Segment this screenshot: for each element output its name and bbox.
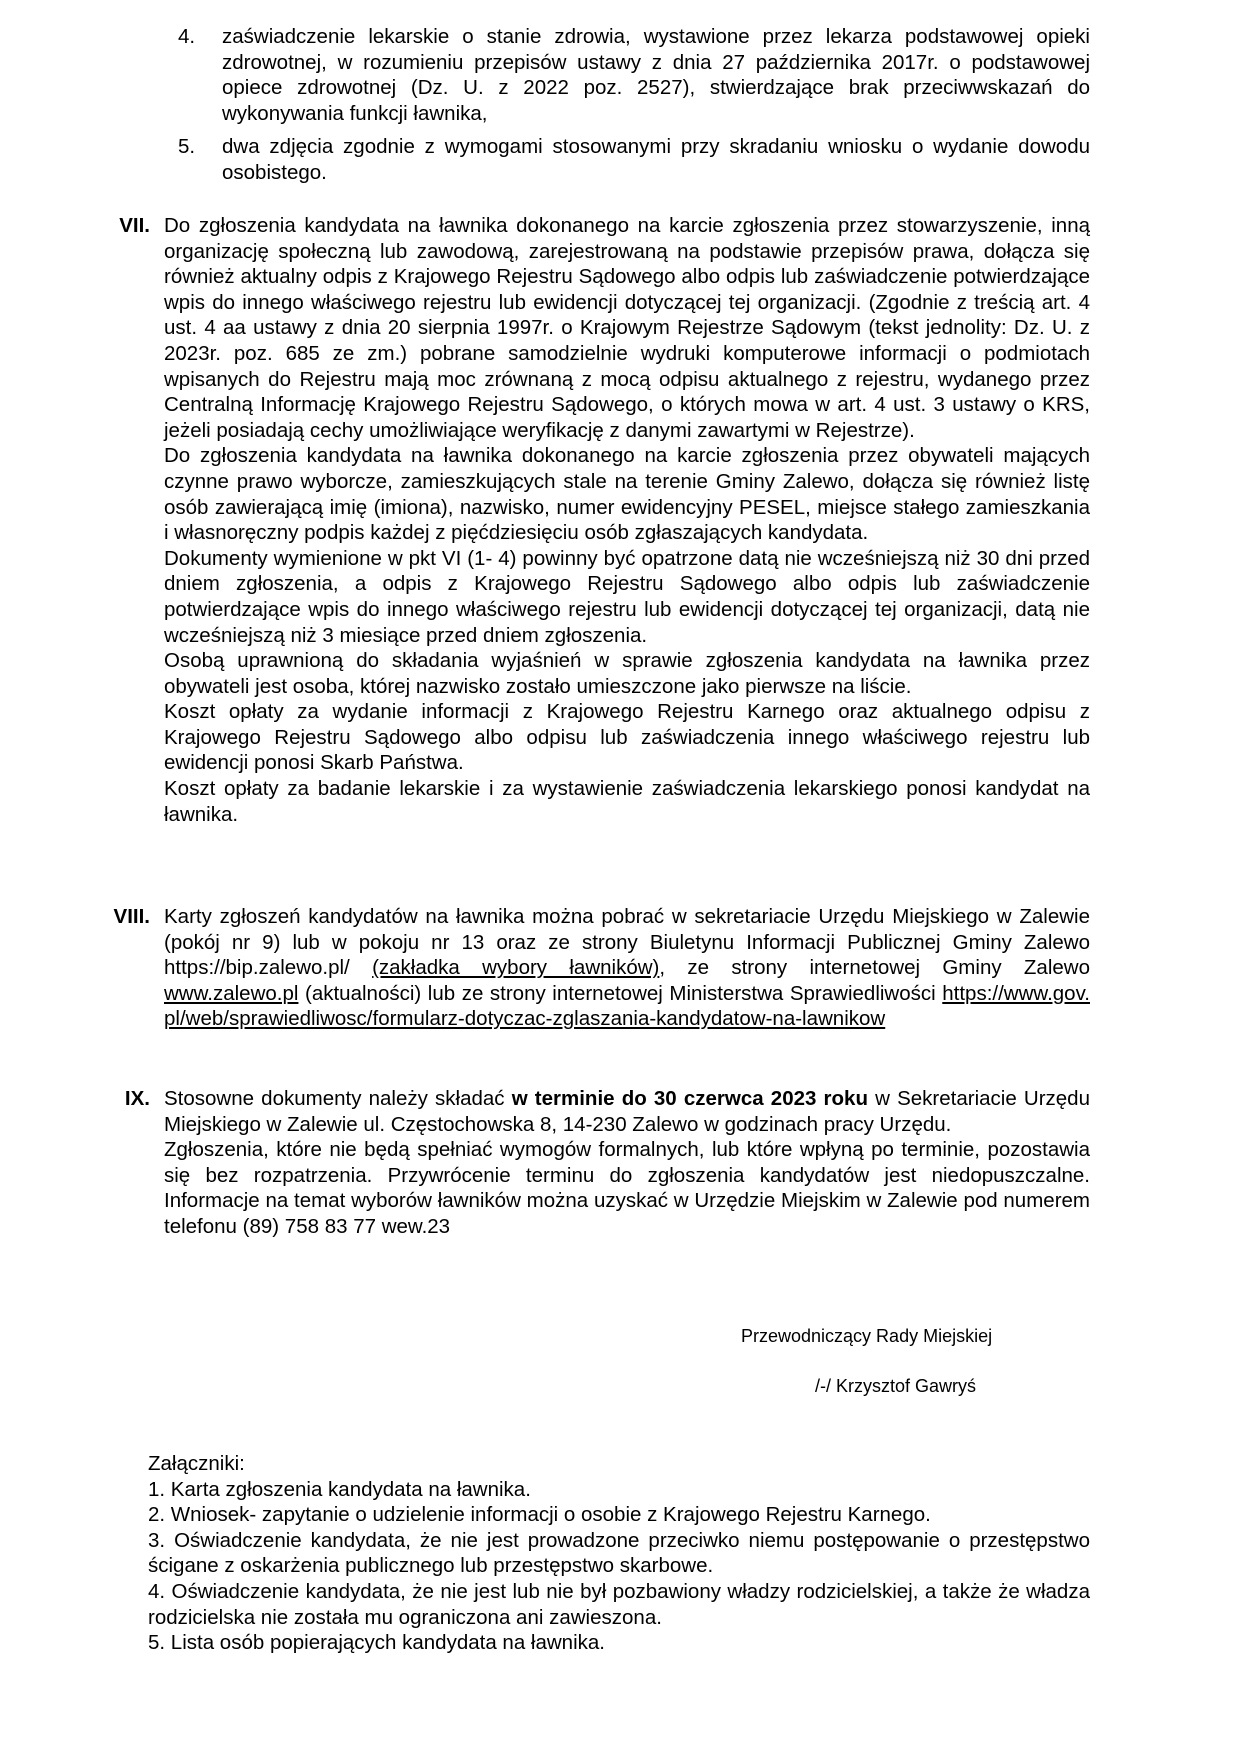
section-viii-body <box>164 904 1090 1032</box>
paragraph: Koszt opłaty za badanie lekarskie i za wystawienie zaświadczenia lekarskiego ponosi kandydat na ławnika. <box>164 777 1090 826</box>
paragraph: Osobą uprawnioną do składania wyjaśnień w sprawie zgłoszenia kandydata na ławnika przez obywateli jest osoba, której nazwisko zostało umieszczone jako pierwsze na liście. <box>164 649 1090 698</box>
paragraph <box>164 1086 1090 1137</box>
attachment-item: 1. Karta zgłoszenia kandydata na ławnika. <box>148 1477 531 1501</box>
section-numeral-vii: VII. <box>119 214 150 237</box>
section-viii-text: (aktualności) lub ze strony internetowej Ministerstwa Sprawiedliwości <box>298 981 943 1005</box>
list-item-text: zaświadczenie lekarskie o stanie zdrowia, wystawione przez lekarza podstawowej opieki zdrowotnej, w rozumieniu przepisów ustawy z dnia 27 października 2017r. o podstawowej opiece zdrowotnej (Dz. U. z 2022 poz. 2527), stwierdzające brak przeciwwskazań do wykonywania funkcji ławnika, <box>222 25 1090 125</box>
paragraph: Do zgłoszenia kandydata na ławnika dokonanego na karcie zgłoszenia przez obywateli mających czynne prawo wyborcze, zamieszkujących stale na terenie Gminy Zalewo, dołącza się również listę osób zawierającą imię (imiona), nazwisko, numer ewidencyjny PESEL, miejsce stałego zamieszkania i własnoręczny podpis każdej z pięćdziesięciu osób zgłaszających kandydata. <box>164 444 1090 545</box>
attachment-item: 4. Oświadczenie kandydata, że nie jest lub nie był pozbawiony władzy rodzicielskiej, a także że władza rodzicielska nie została mu ograniczona ani zawieszona. <box>148 1579 1090 1629</box>
attachment-item: 3. Oświadczenie kandydata, że nie jest prowadzone przeciwko niemu postępowanie o przestępstwo ścigane z oskarżenia publicznego lub przestępstwo skarbowe. <box>148 1528 1090 1578</box>
paragraph: Zgłoszenia, które nie będą spełniać wymogów formalnych, lub które wpłyną po terminie, pozostawia się bez rozpatrzenia. Przywrócenie terminu do zgłoszenia kandydatów jest niedopuszczalne. Informacje na temat wyborów ławników można uzyskać w Urzędzie Miejskim w Zalewie pod numerem telefonu (89) 758 83 77 wew.23 <box>164 1138 1090 1238</box>
signature-name: /-/ Krzysztof Gawryś <box>815 1376 977 1396</box>
ministry-form-link[interactable]: https://www.gov.pl/web/sprawiedliwosc/formularz-dotyczac-zglaszania-kandydatow-na-lawnikow <box>164 981 1090 1031</box>
attachment-item: 2. Wniosek- zapytanie o udzielenie informacji o osobie z Krajowego Rejestru Karnego. <box>148 1503 931 1527</box>
section-numeral-viii: VIII. <box>113 905 150 928</box>
paragraph: Do zgłoszenia kandydata na ławnika dokonanego na karcie zgłoszenia przez stowarzyszenie, inną organizację społeczną lub zawodową, zarejestrowaną na podstawie przepisów prawa, dołącza się również aktualny odpis z Krajowego Rejestru Sądowego albo odpis lub zaświadczenie potwierdzające wpis do innego właściwego rejestru lub ewidencji dotyczącej tej organizacji. (Zgodnie z treścią art. 4 ust. 4 aa ustawy z dnia 20 sierpnia 1997r. o Krajowym Rejestrze Sądowym (tekst jednolity: Dz. U. z 2023r. poz. 685 ze zm.) pobrane samodzielnie wydruki komputerowe informacji o podmiotach wpisanych do Rejestru mają moc zrównaną z mocą odpisu aktualnego z rejestru, wydanego przez Centralną Informację Krajowego Rejestru Sądowego, o których mowa w art. 4 ust. 3 ustawy o KRS, jeżeli posiadają cechy umożliwiające weryfikację z danymi zawartymi w Rejestrze). <box>164 214 1090 442</box>
zalewo-website-link[interactable]: www.zalewo.pl <box>164 981 299 1005</box>
bip-tab-link[interactable]: (zakładka wybory ławników) <box>372 956 660 980</box>
signature-title: Przewodniczący Rady Miejskiej <box>741 1326 993 1346</box>
section-ix-body <box>164 1086 1090 1240</box>
list-number: 5. <box>178 135 196 158</box>
paragraph: Koszt opłaty za wydanie informacji z Krajowego Rejestru Karnego oraz aktualnego odpisu z Krajowego Rejestru Sądowego albo odpisu lub zaświadczenia innego właściwego rejestru lub ewidencji ponosi Skarb Państwa. <box>164 700 1090 775</box>
list-number: 4. <box>178 25 196 48</box>
section-ix-text: w Sekretariacie Urzędu Miejskiego w Zalewie ul. Częstochowska 8, 14-230 Zalewo w godzinach pracy Urzędu. <box>164 1087 1090 1136</box>
list-item-text: dwa zdjęcia zgodnie z wymogami stosowanymi przy skradaniu wniosku o wydanie dowodu osobistego. <box>222 135 1090 184</box>
section-viii-text: , ze strony internetowej Gminy Zalewo <box>659 956 1090 980</box>
attachments-heading: Załączniki: <box>148 1452 245 1475</box>
section-viii-text: Karty zgłoszeń kandydatów na ławnika można pobrać w sekretariacie Urzędu Miejskiego w Zalewie (pokój nr 9) lub w pokoju nr 13 oraz ze strony Biuletynu Informacji Publicznej Gminy Zalewo https://bip.zalewo.pl/ <box>164 905 1090 980</box>
attachments-block <box>148 1451 1090 1656</box>
section-numeral-ix: IX. <box>124 1087 150 1110</box>
attachment-item: 5. Lista osób popierających kandydata na ławnika. <box>148 1631 605 1655</box>
section-vii-body <box>164 213 1090 827</box>
paragraph: Dokumenty wymienione w pkt VI (1- 4) powinny być opatrzone datą nie wcześniejszą niż 30 dni przed dniem zgłoszenia, a odpis z Krajowego Rejestru Sądowego albo odpis lub zaświadczenie potwierdzające wpis do innego właściwego rejestru lub ewidencji dotyczącej tej organizacji, datą nie wcześniejszą niż 3 miesiące przed dniem zgłoszenia. <box>164 546 1090 647</box>
deadline-text: w terminie do 30 czerwca 2023 roku <box>511 1087 868 1110</box>
section-ix-text: Stosowne dokumenty należy składać <box>164 1087 512 1110</box>
